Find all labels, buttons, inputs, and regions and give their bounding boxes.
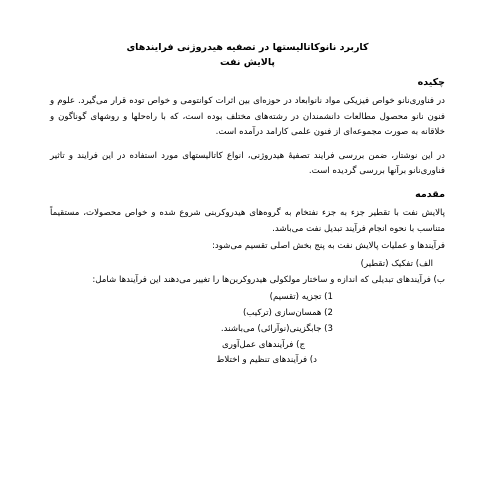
title-line-2: پالایش نفت (220, 57, 275, 68)
list-item-a: الف) تفکیک (تقطیر) (360, 258, 433, 269)
abstract-paragraph-2: در این نوشتار، ضمن بررسی فرایند تصفیهٔ هیدروژنی، انواع کاتالیستهای مورد استفاده در این فرایند و تاثیر فناوری‌نانو برآنها بررسی گردیده است. (50, 150, 445, 177)
introduction-paragraph-1: پالایش نفت با تقطیر جزء به جزء نفتخام به گروه‌های هیدروکربنی شروع شده و خواص محصولات، مستقیماً متناسب با نحوه انجام فرآیند تبدیل نفت می‌باشد. (50, 207, 445, 234)
introduction-heading: مقدمه (415, 188, 445, 200)
list-item-b: ب) فرآیندهای تبدیلی که اندازه و ساختار مولکولی هیدروکربن‌ها را تغییر می‌دهند این فرآیندها شامل: (92, 274, 445, 285)
document-title (50, 40, 445, 70)
introduction-paragraph-2: فرآیندها و عملیات پالایش نفت به پنج بخش اصلی تقسیم می‌شود: (212, 241, 445, 252)
list-item-c: ج) فرآیندهای عمل‌آوری (222, 339, 305, 350)
title-line-1: کاربرد نانوکاتالیستها در تصفیه هیدروژنی فرایندهای (126, 42, 369, 53)
abstract-heading: چکیده (417, 77, 445, 88)
list-item-d: د) فرآیندهای تنظیم و اختلاط (216, 355, 317, 366)
sub-item-3: 3) جابگزینی(نوآرائی) می‌باشند. (220, 323, 333, 334)
sub-item-1: 1) تجزیه (تقسیم) (269, 292, 333, 303)
abstract-paragraph-1: در فناوری‌نانو خواص فیزیکی مواد نانوابعاد در حوزه‌ای بین اثرات کوانتومی و خواص توده قرار می‌گیرد. علوم و فنون نانو محصول مطالعات دانشمندان در رشته‌های مختلف بوده است، که با راه‌حلها و روشهای گوناگون و خلاقانه به صورت مجموعه‌ای از فنون علمی کارامد درآمده است. (50, 96, 445, 138)
sub-item-2: 2) همسان‌سازی (ترکیب) (242, 307, 333, 318)
